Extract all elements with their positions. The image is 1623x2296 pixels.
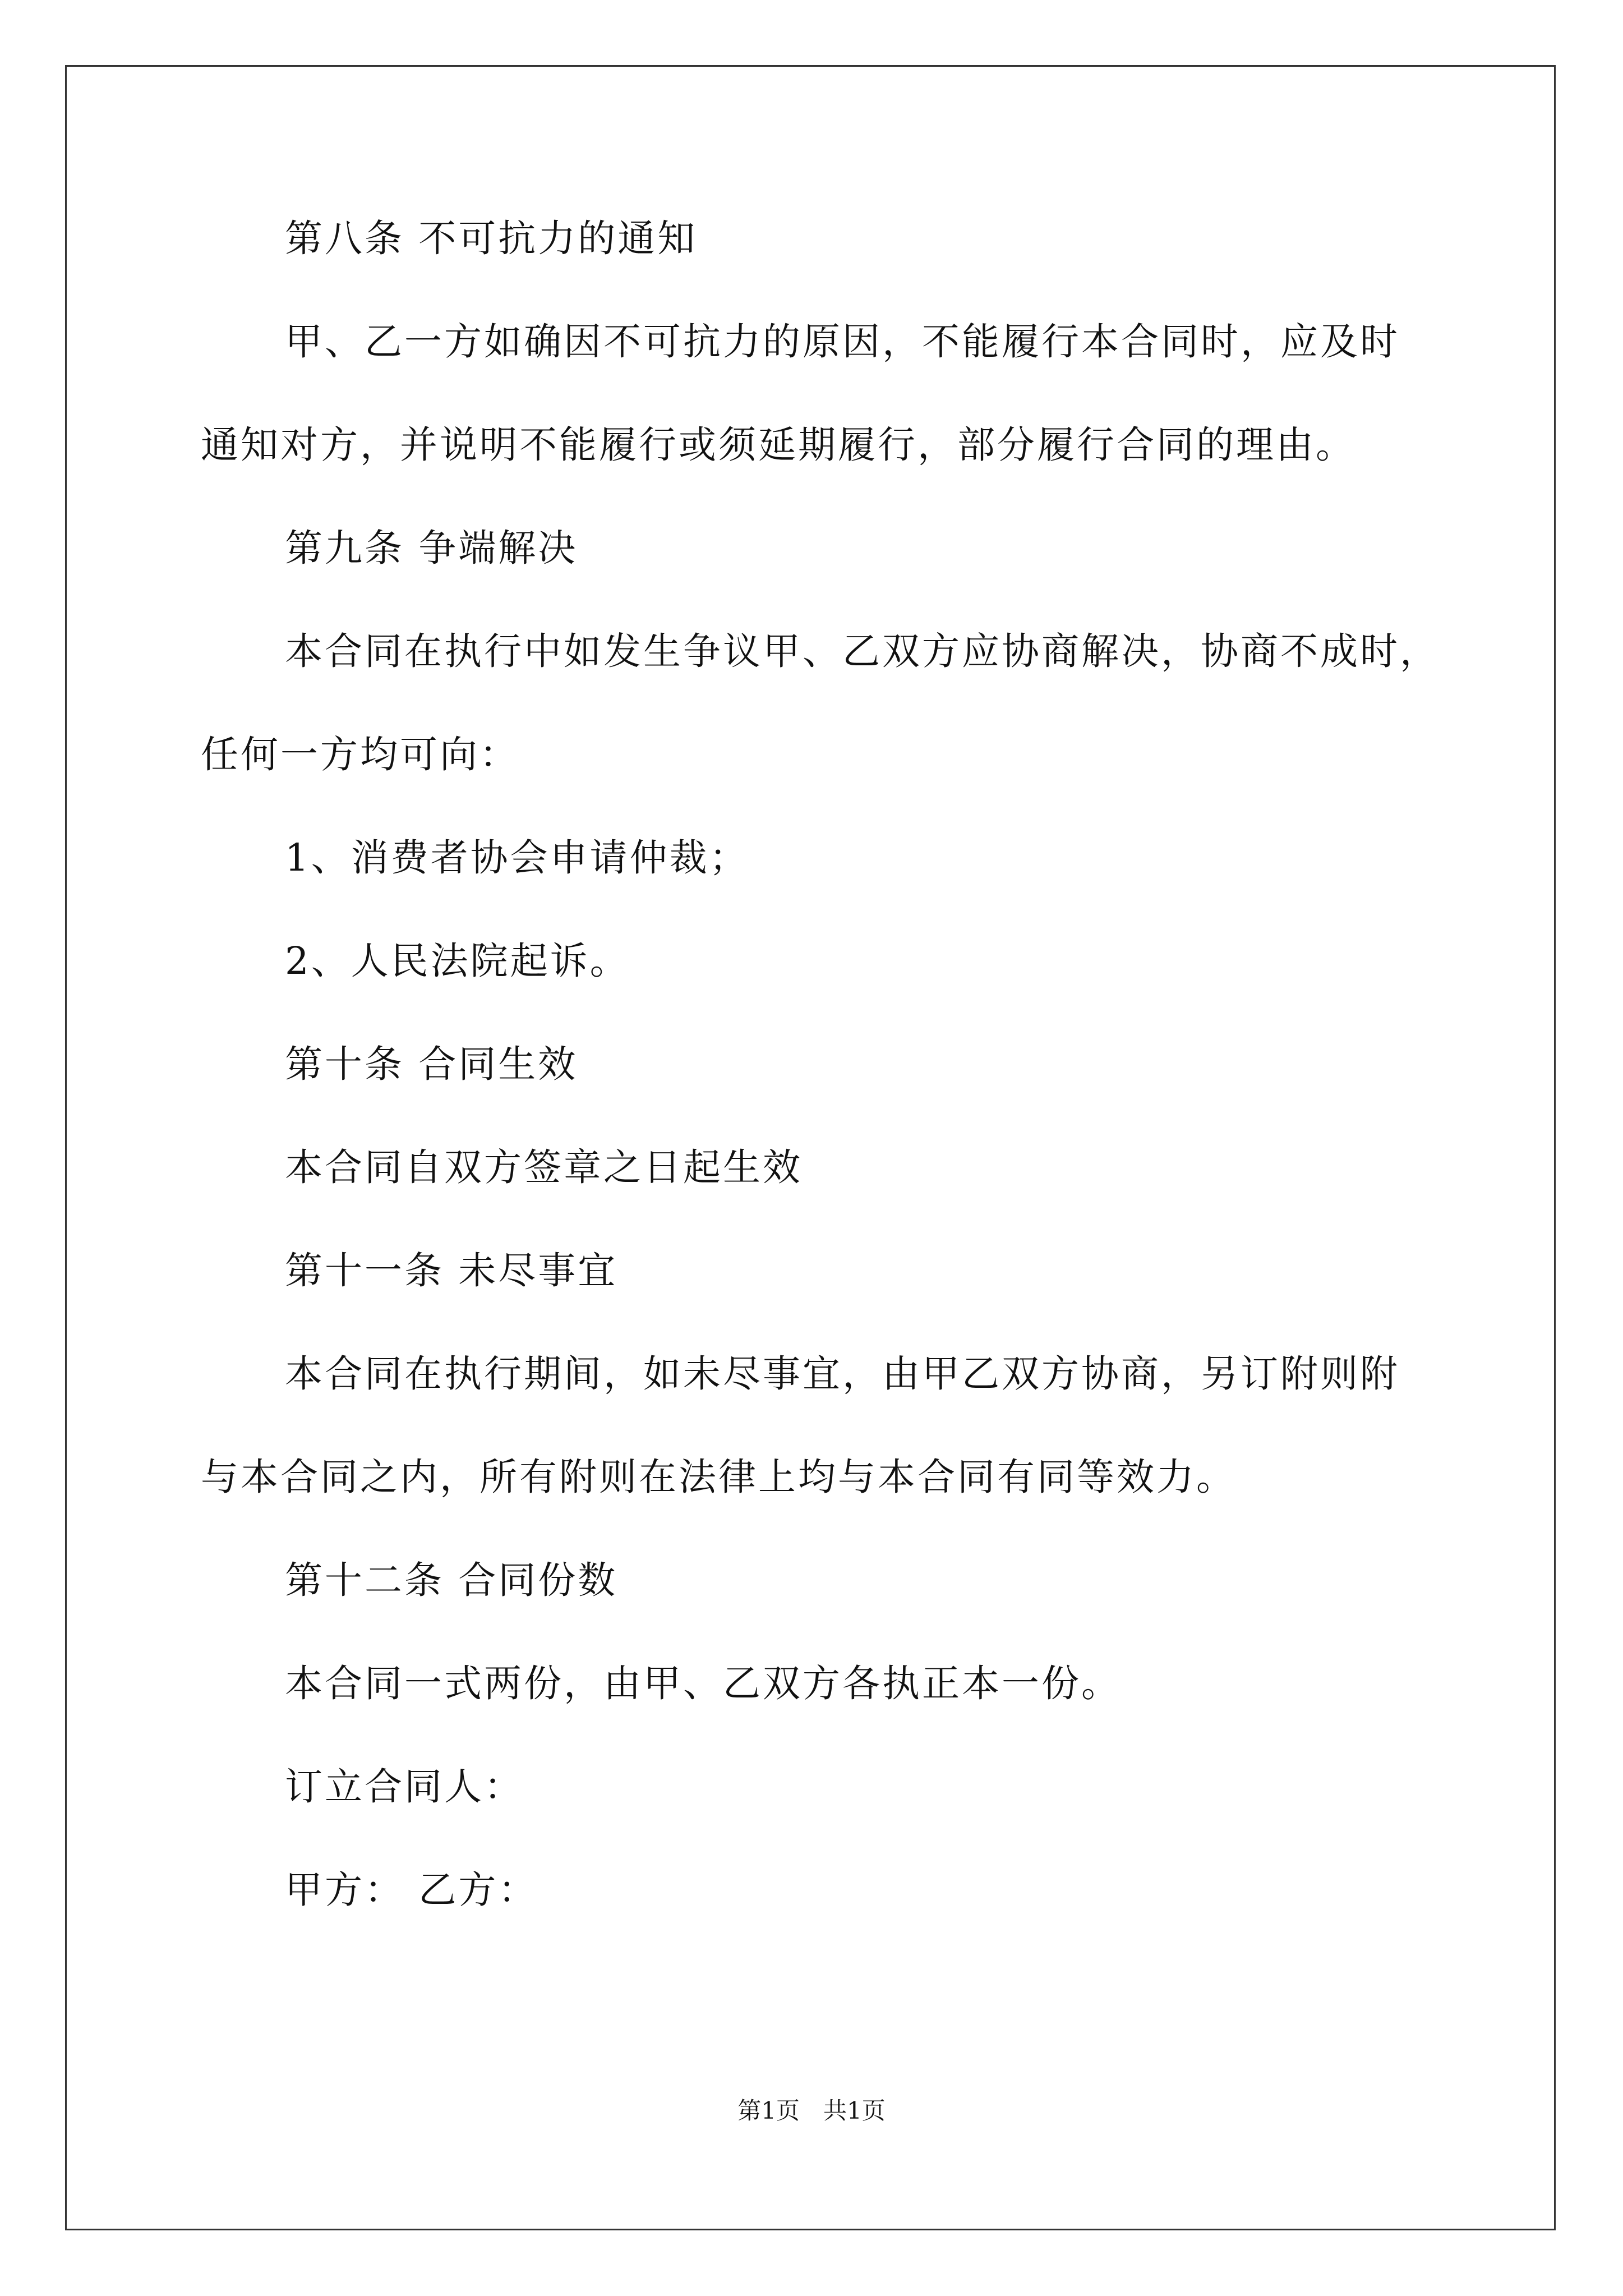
article-9-option-2: 2、人民法院起诉。 — [285, 939, 630, 983]
article-9-heading: 第九条 争端解决 — [285, 526, 578, 570]
article-8-heading: 第八条 不可抗力的通知 — [285, 217, 698, 260]
article-11-text-line-1: 本合同在执行期间，如未尽事宜，由甲乙双方协商，另订附则附 — [285, 1352, 1400, 1396]
article-8-text-line-1: 甲、乙一方如确因不可抗力的原因，不能履行本合同时，应及时 — [285, 320, 1400, 364]
signatories-label: 订立合同人： — [285, 1765, 524, 1809]
article-9-option-1: 1、消费者协会申请仲裁； — [285, 836, 749, 880]
article-10-heading: 第十条 合同生效 — [285, 1042, 578, 1086]
article-8-text-line-2: 通知对方，并说明不能履行或须延期履行，部分履行合同的理由。 — [201, 423, 1355, 467]
article-9-text-line-2: 任何一方均可向： — [201, 733, 519, 776]
article-9-text-line-1: 本合同在执行中如发生争议甲、乙双方应协商解决，协商不成时， — [285, 629, 1440, 673]
article-10-text: 本合同自双方签章之日起生效 — [285, 1145, 803, 1189]
party-labels: 甲方： 乙方： — [285, 1868, 538, 1912]
article-11-heading: 第十一条 未尽事宜 — [285, 1249, 618, 1292]
article-11-text-line-2: 与本合同之内，所有附则在法律上均与本合同有同等效力。 — [201, 1455, 1236, 1499]
article-12-text: 本合同一式两份，由甲、乙双方各执正本一份。 — [285, 1662, 1121, 1705]
page-number-footer: 第1页 共1页 — [737, 2097, 886, 2124]
article-12-heading: 第十二条 合同份数 — [285, 1558, 618, 1602]
